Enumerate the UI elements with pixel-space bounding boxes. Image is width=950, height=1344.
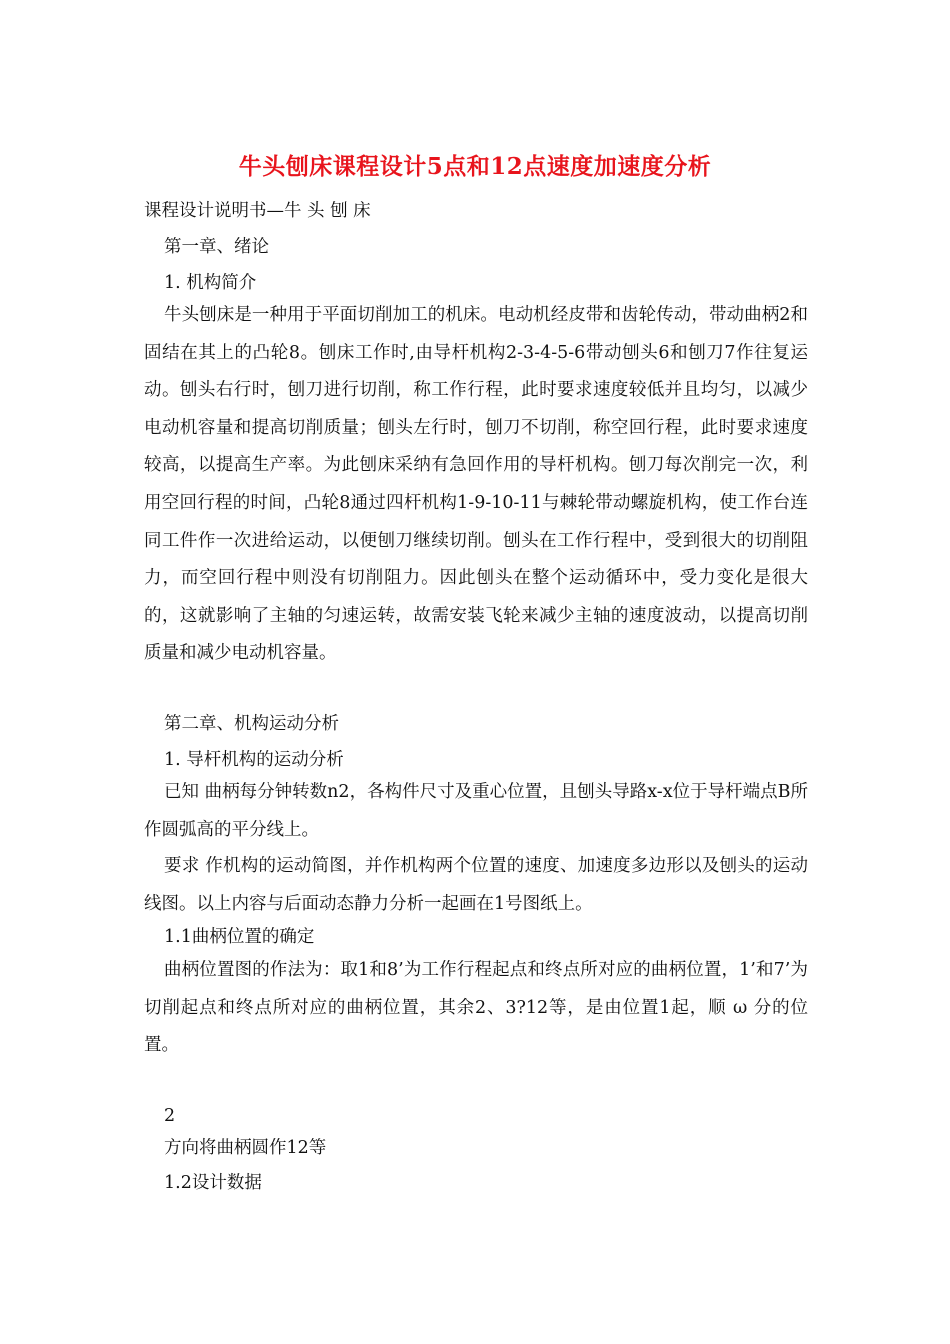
document-title: 牛头刨床课程设计5点和12点速度加速度分析	[238, 153, 712, 180]
page-number: 2	[164, 1106, 176, 1126]
section-1-2-heading: 1.2设计数据	[164, 1173, 262, 1193]
continuation-fragment: 方向将曲柄圆作12等	[164, 1138, 327, 1158]
intro-paragraph: 牛头刨床是一种用于平面切削加工的机床。电动机经皮带和齿轮传动，带动曲柄2和固结在其上的凸轮8。刨床工作时,由导杆机构2-3-4-5-6带动刨头6和刨刀7作往复运动。刨头右行时，刨刀进行切削，称工作行程，此时要求速度较低并且均匀，以减少电动机容量和提高切削质量；刨头左行时，刨刀不切削，称空回行程，此时要求速度较高，以提高生产率。为此刨床采纳有急回作用的导杆机构。刨刀每次削完一次，利用空回行程的时间，凸轮8通过四杆机构1-9-10-11与棘轮带动螺旋机构，使工作台连同工件作一次进给运动，以便刨刀继续切削。刨头在工作行程中，受到很大的切削阻力，而空回行程中则没有切削阻力。因此刨头在整个运动循环中，受力变化是很大的，这就影响了主轴的匀速运转，故需安装飞轮来减少主轴的速度波动，以提高切削质量和减少电动机容量。	[144, 305, 808, 664]
crank-position-paragraph: 曲柄位置图的作法为：取1和8’为工作行程起点和终点所对应的曲柄位置，1’和7’为切削起点和终点所对应的曲柄位置，其余2、3?12等，是由位置1起，顺 ω 分的位置。	[144, 960, 808, 1056]
chapter-2-heading: 第二章、机构运动分析	[164, 714, 339, 734]
document-subtitle: 课程设计说明书—牛 头 刨 床	[144, 201, 371, 221]
section-1-heading: 1. 机构简介	[164, 273, 257, 293]
requirement-paragraph: 要求 作机构的运动简图，并作机构两个位置的速度、加速度多边形以及刨头的运动线图。以上内容与后面动态静力分析一起画在1号图纸上。	[144, 856, 808, 914]
section-2-heading: 1. 导杆机构的运动分析	[164, 750, 344, 770]
known-paragraph: 已知 曲柄每分钟转数n2，各构件尺寸及重心位置，且刨头导路x-x位于导杆端点B所作圆弧高的平分线上。	[144, 782, 808, 840]
chapter-1-heading: 第一章、绪论	[164, 237, 269, 257]
section-1-1-heading: 1.1曲柄位置的确定	[164, 927, 315, 947]
